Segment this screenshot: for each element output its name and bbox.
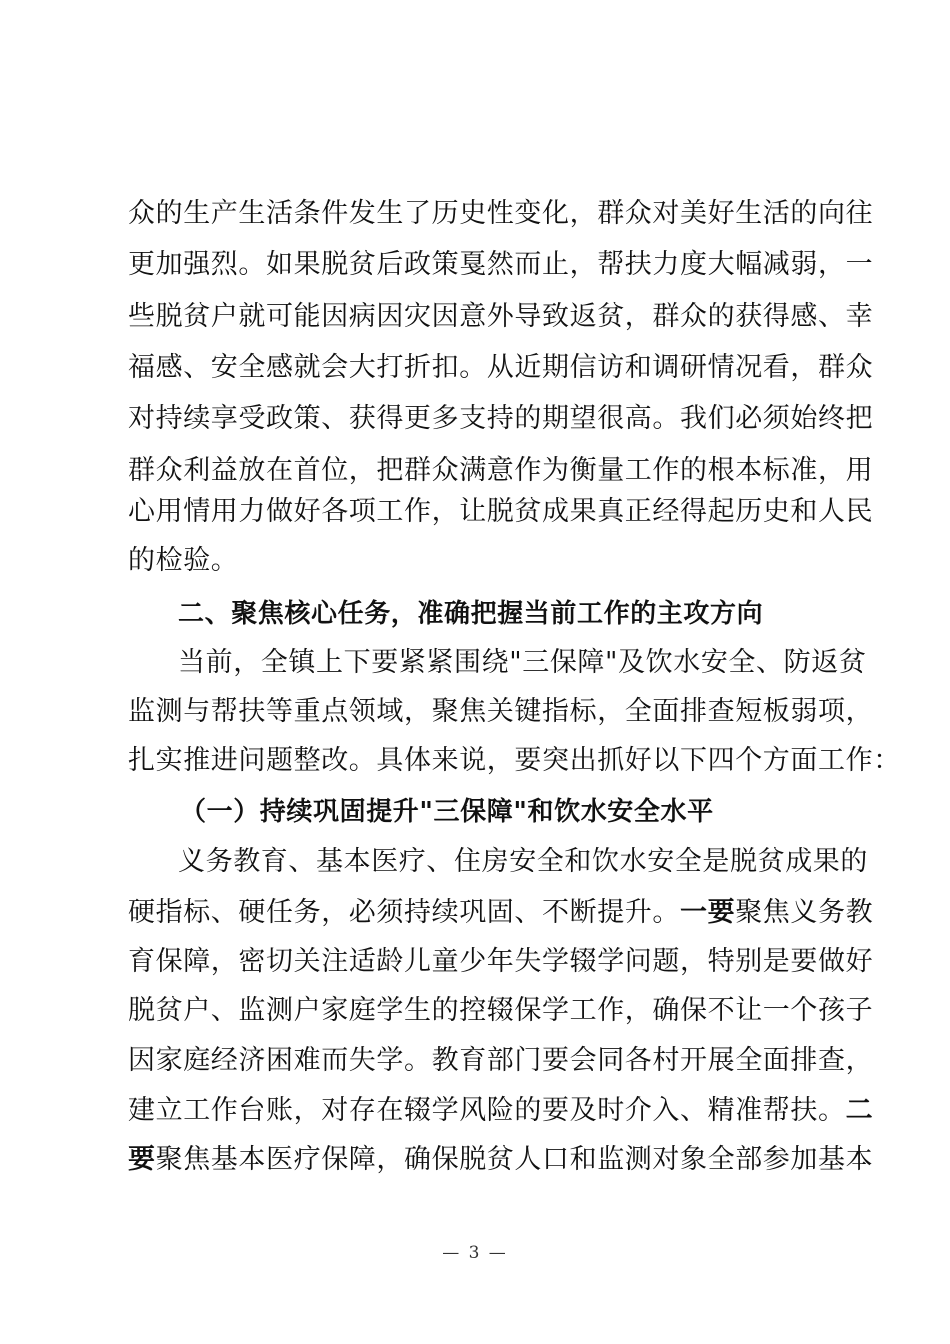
paragraph-line <box>128 1091 873 1131</box>
paragraph-line: 群众利益放在首位，把群众满意作为衡量工作的根本标准，用 <box>128 455 874 486</box>
emphasis-text: 一要 <box>680 897 736 928</box>
paragraph-line: 脱贫户、监测户家庭学生的控辍保学工作，确保不让一个孩子 <box>128 995 874 1026</box>
paragraph-line: 福感、安全感就会大打折扣。从近期信访和调研情况看，群众 <box>128 352 874 383</box>
emphasis-text: 二 <box>845 1095 874 1126</box>
paragraph-line: 的检验。 <box>128 545 239 576</box>
paragraph-line: 因家庭经济困难而失学。教育部门要会同各村开展全面排查， <box>128 1045 874 1076</box>
paragraph-line: 对持续享受政策、获得更多支持的期望很高。我们必须始终把 <box>128 403 874 434</box>
paragraph-line <box>128 893 873 933</box>
subsection-heading: （一）持续巩固提升"三保障"和饮水安全水平 <box>180 797 714 827</box>
paragraph-line: 扎实推进问题整改。具体来说，要突出抓好以下四个方面工作： <box>128 745 901 776</box>
page-number: — 3 — <box>442 1243 508 1263</box>
paragraph-line <box>128 1140 873 1180</box>
text-run: 建立工作台账，对存在辍学风险的要及时介入、精准帮扶。 <box>128 1095 846 1126</box>
section-heading: 二、聚焦核心任务，准确把握当前工作的主攻方向 <box>178 599 764 629</box>
paragraph-line: 当前，全镇上下要紧紧围绕"三保障"及饮水安全、防返贫 <box>178 647 867 678</box>
emphasis-text: 要 <box>128 1144 156 1175</box>
paragraph-line: 些脱贫户就可能因病因灾因意外导致返贫，群众的获得感、幸 <box>128 301 874 332</box>
paragraph-line: 义务教育、基本医疗、住房安全和饮水安全是脱贫成果的 <box>178 846 868 877</box>
paragraph-line: 育保障，密切关注适龄儿童少年失学辍学问题，特别是要做好 <box>128 946 874 977</box>
paragraph-line: 众的生产生活条件发生了历史性变化，群众对美好生活的向往 <box>128 198 874 229</box>
paragraph-line: 监测与帮扶等重点领域，聚焦关键指标，全面排查短板弱项， <box>128 696 874 727</box>
paragraph-line: 更加强烈。如果脱贫后政策戛然而止，帮扶力度大幅减弱，一 <box>128 249 874 280</box>
paragraph-line: 心用情用力做好各项工作，让脱贫成果真正经得起历史和人民 <box>128 496 874 527</box>
text-run: 聚焦基本医疗保障，确保脱贫人口和监测对象全部参加基本 <box>155 1144 874 1175</box>
text-run: 硬指标、硬任务，必须持续巩固、不断提升。 <box>128 897 680 928</box>
text-run: 聚焦义务教 <box>735 897 874 928</box>
